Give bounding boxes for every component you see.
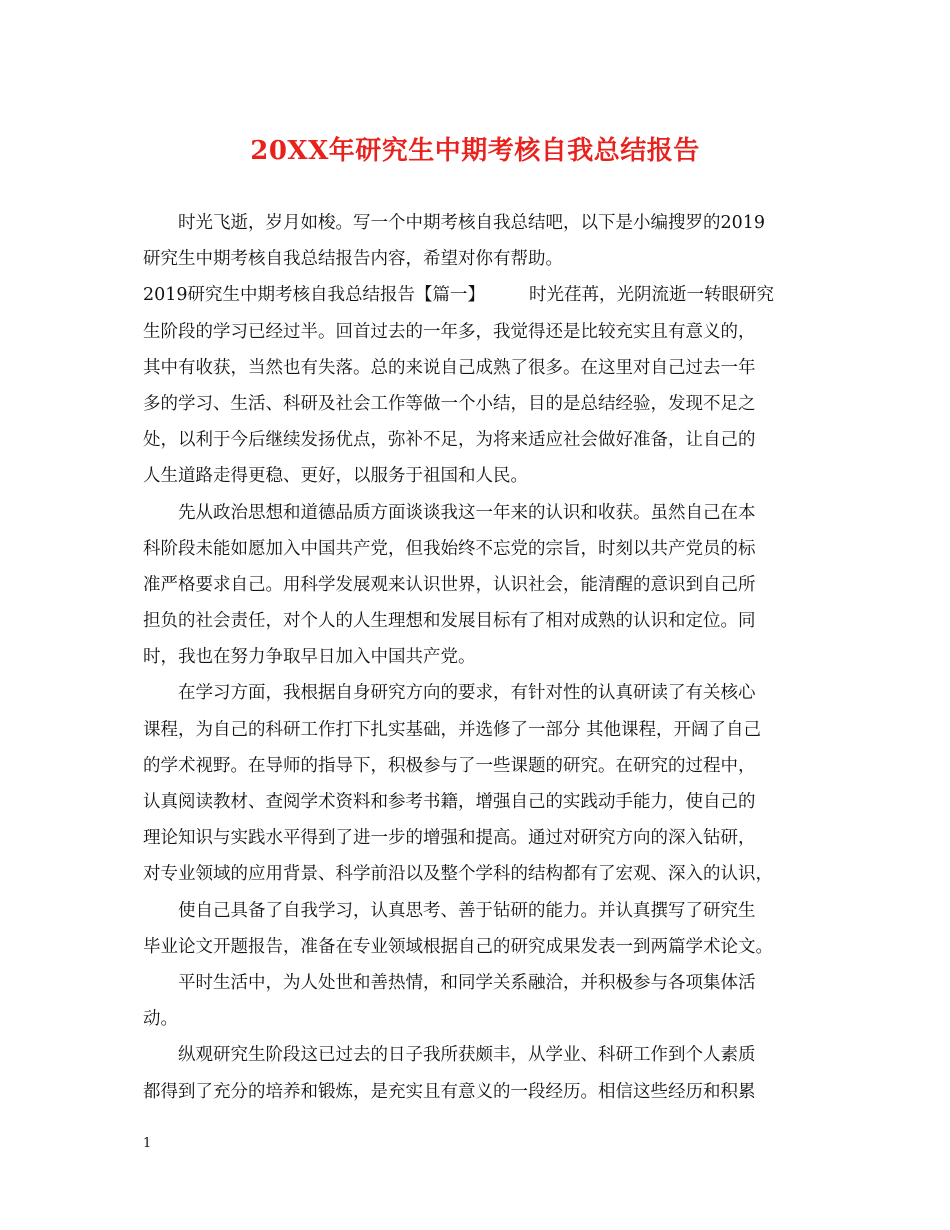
body-line: 研究生中期考核自我总结报告内容，希望对你有帮助。 <box>143 249 563 270</box>
body-line: 科阶段未能如愿加入中国共产党，但我始终不忘党的宗旨，时刻以共产党员的标 <box>143 538 756 559</box>
section-heading: 2019研究生中期考核自我总结报告【篇一】 <box>143 285 486 306</box>
body-line: 处，以利于今后继续发扬优点，弥补不足，为将来适应社会做好准备，让自己的 <box>143 430 756 451</box>
body-line: 动。 <box>143 1009 178 1030</box>
body-line: 对专业领域的应用背景、科学前沿以及整个学科的结构都有了宏观、深入的认识， <box>143 864 773 885</box>
body-line: 准严格要求自己。用科学发展观来认识世界，认识社会，能清醒的意识到自己所 <box>143 574 756 595</box>
body-line: 在学习方面，我根据自身研究方向的要求，有针对性的认真研读了有关核心 <box>178 683 756 704</box>
body-line: 多的学习、生活、科研及社会工作等做一个小结，目的是总结经验，发现不足之 <box>143 393 756 414</box>
body-line: 担负的社会责任，对个人的人生理想和发展目标有了相对成熟的认识和定位。同 <box>143 611 756 632</box>
body-line: 使自己具备了自我学习，认真思考、善于钻研的能力。并认真撰写了研究生 <box>178 900 756 921</box>
body-line: 时，我也在努力争取早日加入中国共产党。 <box>143 647 476 668</box>
body-line: 毕业论文开题报告，准备在专业领域根据自己的研究成果发表一到两篇学术论文。 <box>143 936 773 957</box>
body-line: 时光飞逝，岁月如梭。写一个中期考核自我总结吧，以下是小编搜罗的2019 <box>178 213 766 233</box>
page-number: 1 <box>143 1136 152 1151</box>
document-body <box>143 205 807 1110</box>
body-line: 纵观研究生阶段这已过去的日子我所获颇丰，从学业、科研工作到个人素质 <box>178 1045 756 1066</box>
body-line-combined <box>143 277 807 313</box>
body-line: 生阶段的学习已经过半。回首过去的一年多，我觉得还是比较充实且有意义的， <box>143 321 756 342</box>
body-line: 先从政治思想和道德品质方面谈谈我这一年来的认识和收获。虽然自己在本 <box>178 502 756 523</box>
body-line: 课程，为自己的科研工作打下扎实基础，并选修了一部分 其他课程，开阔了自己 <box>143 719 762 740</box>
body-line: 都得到了充分的培养和锻炼，是充实且有意义的一段经历。相信这些经历和积累 <box>143 1081 756 1102</box>
body-line: 的学术视野。在导师的指导下，积极参与了一些课题的研究。在研究的过程中， <box>143 755 756 776</box>
body-line: 理论知识与实践水平得到了进一步的增强和提高。通过对研究方向的深入钻研， <box>143 828 756 849</box>
body-line-part: 时光荏苒，光阴流逝一转眼研究 <box>529 285 775 306</box>
document-title: 20XX年研究生中期考核自我总结报告 <box>250 136 700 166</box>
body-line: 平时生活中，为人处世和善热情，和同学关系融洽，并积极参与各项集体活 <box>178 972 756 993</box>
body-line: 认真阅读教材、查阅学术资料和参考书籍，增强自己的实践动手能力，使自己的 <box>143 792 756 812</box>
body-line: 其中有收获，当然也有失落。总的来说自己成熟了很多。在这里对自己过去一年 <box>143 357 756 378</box>
body-line: 人生道路走得更稳、更好，以服务于祖国和人民。 <box>143 466 528 487</box>
